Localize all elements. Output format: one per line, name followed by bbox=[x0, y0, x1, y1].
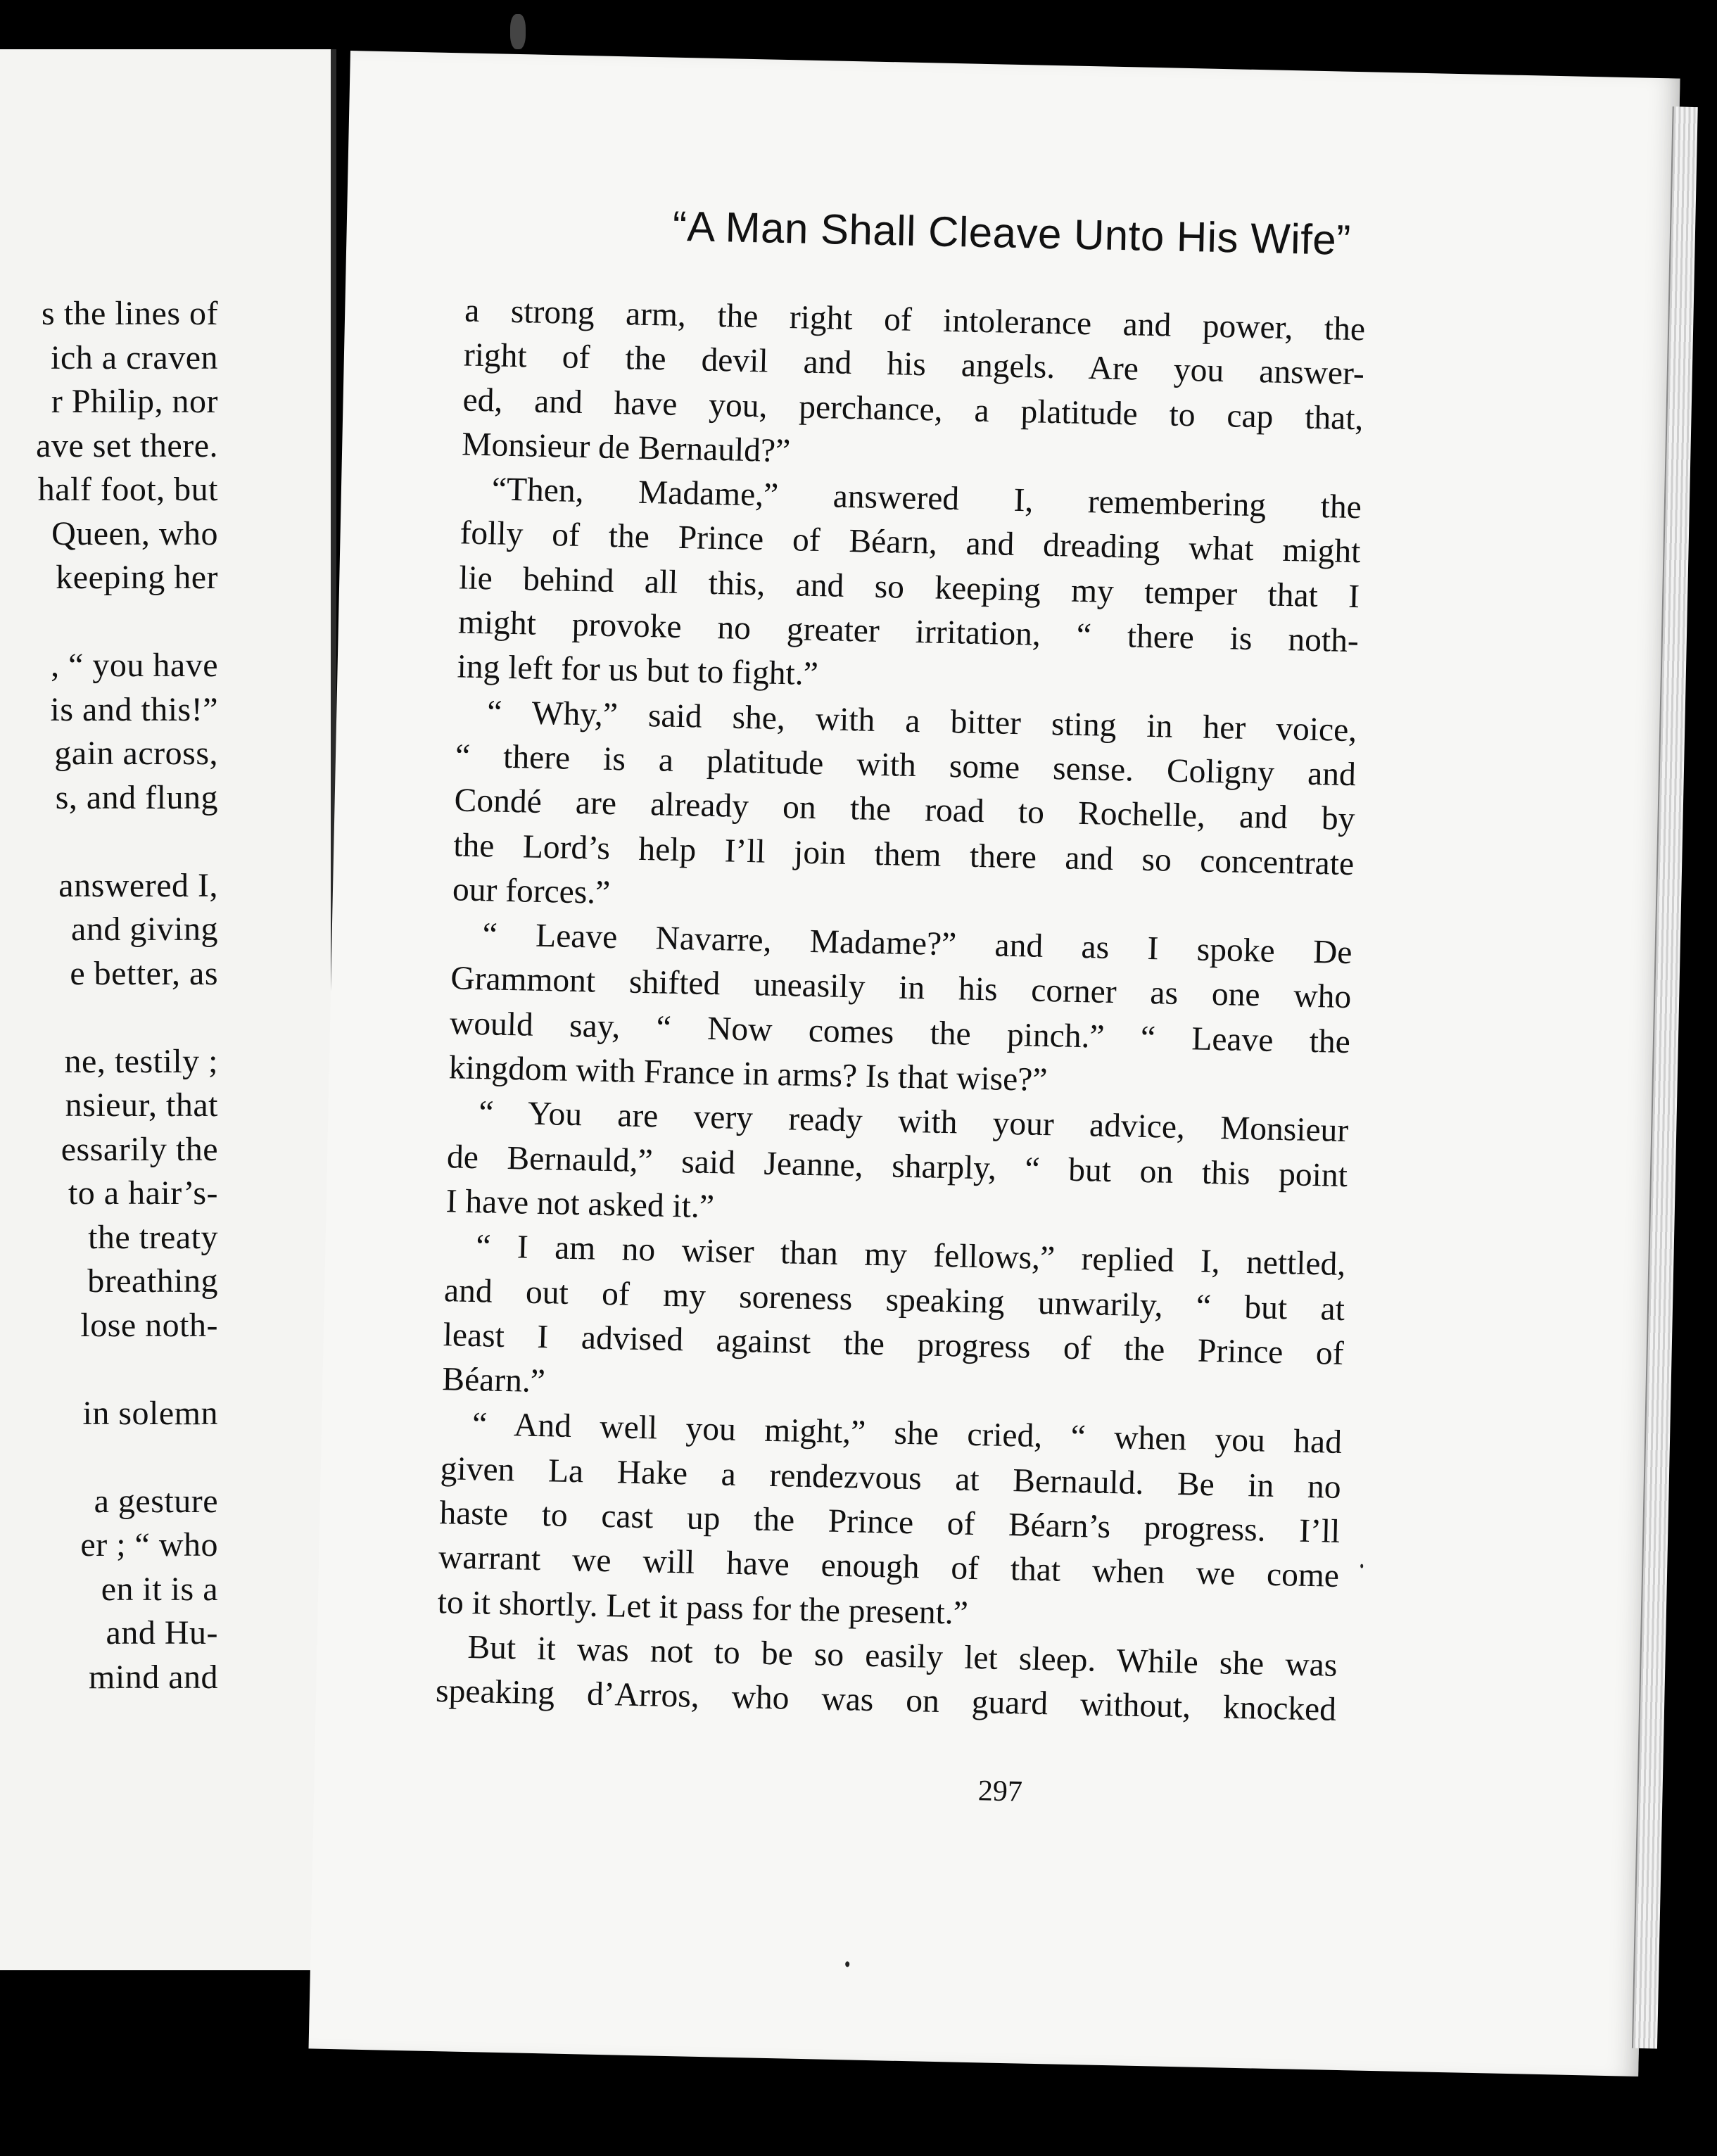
left-page-line: keeping her bbox=[56, 559, 218, 596]
running-head: “A Man Shall Cleave Unto His Wife” bbox=[672, 202, 1352, 264]
text-line: “ You are very ready with your advice, Monsieur bbox=[478, 1094, 1349, 1150]
text-line: ing left for us but to fight.” bbox=[457, 648, 819, 693]
text-line: speaking d’Arros, who was on guard without, knocked bbox=[435, 1673, 1337, 1729]
text-line: kingdom with France in arms? Is that wise?” bbox=[448, 1049, 1048, 1099]
body-text bbox=[436, 288, 1366, 1732]
page-number-container bbox=[314, 1760, 1645, 1822]
text-line: right of the devil and his angels. Are you answer- bbox=[463, 336, 1365, 393]
left-page-line: s, and flung bbox=[55, 778, 218, 816]
right-page bbox=[309, 51, 1680, 2076]
text-line: folly of the Prince of Béarn, and dreading what might bbox=[460, 514, 1361, 571]
left-page-line: er ; “ who bbox=[80, 1526, 218, 1564]
text-line: “ Why,” said she, with a bitter sting in her voice, bbox=[486, 693, 1357, 749]
left-page-line: e better, as bbox=[70, 954, 218, 992]
page-number: 297 bbox=[977, 1775, 1023, 1808]
left-facing-page bbox=[0, 49, 336, 1970]
left-page-line: lose noth- bbox=[80, 1306, 218, 1344]
left-page-line: ave set there. bbox=[36, 426, 218, 464]
left-page-line: gain across, bbox=[54, 735, 218, 772]
text-line: Béarn.” bbox=[441, 1361, 546, 1400]
text-line: a strong arm, the right of intolerance and power, the bbox=[464, 292, 1366, 348]
left-page-line: and giving bbox=[71, 911, 218, 948]
left-page-line: half foot, but bbox=[37, 471, 218, 508]
left-page-line: the treaty bbox=[88, 1218, 218, 1256]
text-line: “ there is a platitude with some sense. Coligny and bbox=[455, 737, 1357, 794]
left-page-line: breathing bbox=[87, 1262, 218, 1300]
text-line: “ I am no wiser than my fellows,” replied I, nettled, bbox=[475, 1228, 1346, 1283]
text-line: I have not asked it.” bbox=[445, 1183, 715, 1226]
text-line: haste to cast up the Prince of Béarn’s progress. I’ll bbox=[438, 1495, 1341, 1550]
text-line: “Then, Madame,” answered I, remembering the bbox=[491, 471, 1362, 526]
left-page-line: nsieur, that bbox=[65, 1086, 218, 1124]
left-page-line: s the lines of bbox=[42, 295, 218, 332]
left-page-line: ich a craven bbox=[51, 338, 218, 376]
left-page-line: answered I, bbox=[58, 866, 218, 904]
left-page-line: to a hair’s- bbox=[68, 1174, 218, 1212]
text-line: Grammont shifted uneasily in his corner as one who bbox=[450, 960, 1352, 1016]
left-page-line: and Hu- bbox=[106, 1614, 218, 1651]
text-line: “ Leave Navarre, Madame?” and as I spoke De bbox=[482, 916, 1353, 972]
left-page-line: ne, testily ; bbox=[64, 1042, 218, 1080]
text-line: our forces.” bbox=[452, 871, 611, 911]
left-page-line: essarily the bbox=[61, 1130, 218, 1168]
text-line: to it shortly. Let it pass for the present.” bbox=[437, 1583, 969, 1632]
dust-speck bbox=[845, 1961, 849, 1967]
text-line: given La Hake a rendezvous at Bernauld. Be in no bbox=[440, 1450, 1342, 1506]
left-page-line: in solemn bbox=[82, 1394, 218, 1432]
text-line: “ And well you might,” she cried, “ when you had bbox=[471, 1406, 1343, 1461]
text-line: de Bernauld,” said Jeanne, sharply, “ but on this point bbox=[446, 1138, 1348, 1194]
text-line: least I advised against the progress of the Prince of bbox=[443, 1316, 1345, 1372]
text-line: Monsieur de Bernauld?” bbox=[461, 426, 791, 470]
text-line: warrant we will have enough of that when we come bbox=[438, 1539, 1340, 1595]
left-page-line: , “ you have bbox=[51, 647, 218, 684]
left-page-line: a gesture bbox=[94, 1482, 218, 1520]
text-line: Condé are already on the road to Rochelle, and by bbox=[454, 782, 1355, 838]
text-line: would say, “ Now comes the pinch.” “ Leave the bbox=[449, 1005, 1351, 1060]
left-page-line: r Philip, nor bbox=[51, 383, 218, 420]
page-edge bbox=[1632, 106, 1698, 2048]
text-line: lie behind all this, and so keeping my temper that I bbox=[458, 559, 1360, 615]
text-line: ed, and have you, perchance, a platitude to cap that, bbox=[462, 381, 1364, 437]
left-page-line: en it is a bbox=[101, 1570, 218, 1608]
left-page-line: is and this!” bbox=[50, 690, 218, 728]
text-line: But it was not to be so easily let sleep. While she was bbox=[467, 1628, 1338, 1684]
text-line: and out of my soreness speaking unwarily, “ but at bbox=[443, 1272, 1345, 1328]
text-line: the Lord’s help I’ll join them there and so concentrate bbox=[452, 826, 1355, 882]
binding-mark bbox=[510, 14, 526, 49]
text-line: might provoke no greater irritation, “ there is noth- bbox=[457, 604, 1360, 660]
dust-speck bbox=[1360, 1564, 1363, 1568]
left-page-line: Queen, who bbox=[51, 514, 218, 552]
left-page-line: mind and bbox=[89, 1658, 218, 1696]
